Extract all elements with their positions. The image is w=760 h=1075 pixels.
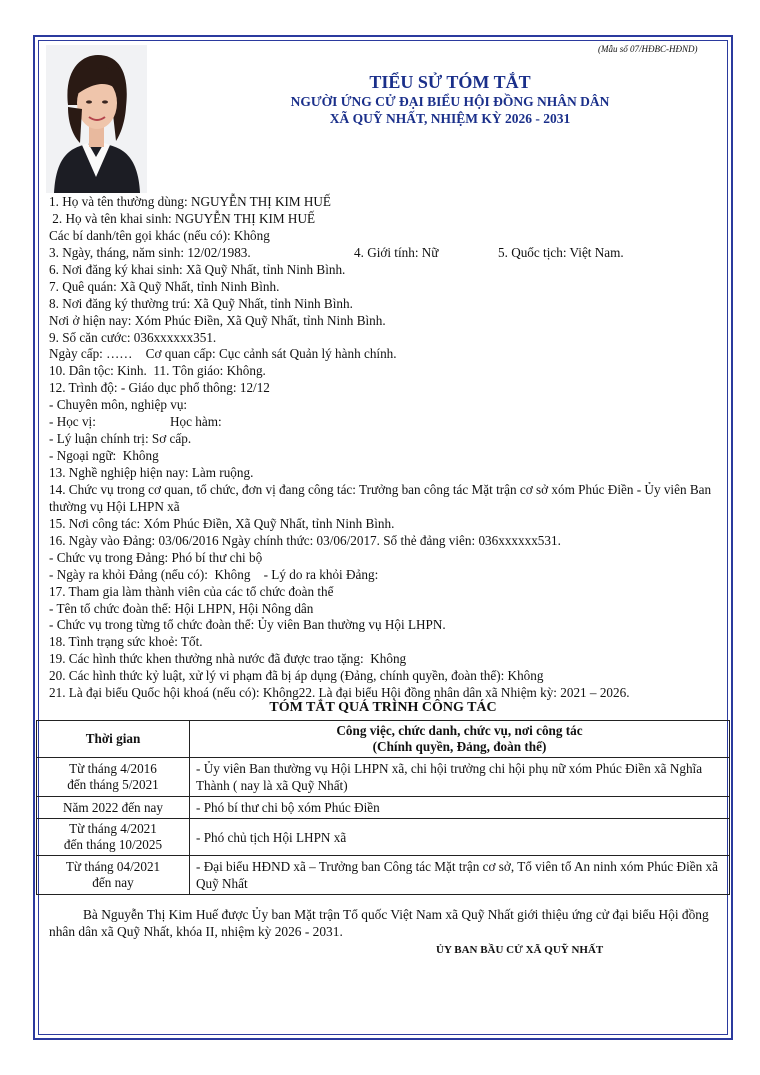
document-title: TIỂU SỬ TÓM TẮT [369,72,531,92]
info-common-name: 1. Họ và tên thường dùng: NGUYỄN THỊ KIM HUẾ [49,194,331,209]
time-start: Từ tháng 4/2021 [69,821,157,836]
form-code: (Mẫu số 07/HĐBC-HĐND) [598,44,698,54]
table-header-row [37,721,730,758]
time-end: đến nay [92,875,134,890]
info-party-leave: - Ngày ra khỏi Đảng (nếu có): Không - Lý do ra khỏi Đảng: [49,566,379,582]
document-subtitle-2: XÃ QUỸ NHẤT, NHIỆM KỲ 2026 - 2031 [329,111,571,126]
info-delegate: 21. Là đại biểu Quốc hội khoá (nếu có): Không22. Là đại biểu Hội đồng nhân dân xã Nhiệm kỳ: 2021 – 2026. [49,685,630,701]
info-birth-registration: 6. Nơi đăng ký khai sinh: Xã Quỹ Nhất, tỉnh Ninh Bình. [49,261,346,277]
info-health: 18. Tình trạng sức khoẻ: Tốt. [49,634,203,650]
time-start: Từ tháng 04/2021 [65,859,161,874]
info-hometown: 7. Quê quán: Xã Quỹ Nhất, tỉnh Ninh Bình. [49,278,280,294]
info-degree-row [49,414,719,431]
table-cell-description: - Đại biểu HĐND xã – Trưởng ban Công tác Mặt trận cơ sở, Tổ viên tổ An ninh xóm Phúc Điền xã Quỹ Nhất [190,856,730,895]
time-start: Từ tháng 4/2016 [69,761,157,776]
introduction-paragraph: Bà Nguyễn Thị Kim Huế được Ủy ban Mặt trận Tổ quốc Việt Nam xã Quỹ Nhất giới thiệu ứng cử đại biểu Hội đồng nhân dân xã Quỹ Nhất, khóa II, nhiệm kỳ 2026 - 2031. [49,907,709,939]
biography-info [49,194,719,702]
info-ethnicity-religion: 10. Dân tộc: Kinh. 11. Tôn giáo: Không. [49,363,266,379]
info-id-issue: Ngày cấp: …… Cơ quan cấp: Cục cảnh sát Quản lý hành chính. [49,346,397,362]
column-header-description-sublabel: (Chính quyền, Đảng, đoàn thể) [372,739,547,754]
portrait-photo [46,45,147,193]
table-row [37,758,730,797]
table-row [37,797,730,819]
table-cell-time [37,758,190,797]
info-education: 12. Trình độ: - Giáo dục phổ thông: 12/12 [49,380,270,396]
column-header-description [190,721,730,758]
info-awards: 19. Các hình thức khen thưởng nhà nước đã được trao tặng: Không [49,651,407,667]
info-occupation: 13. Nghề nghiệp hiện nay: Làm ruộng. [49,465,254,480]
info-dob: 3. Ngày, tháng, năm sinh: 12/02/1983. [49,244,251,260]
column-header-description-label: Công việc, chức danh, chức vụ, nơi công tác [336,723,583,738]
info-permanent-residence: 8. Nơi đăng ký thường trú: Xã Quỹ Nhất, tỉnh Ninh Bình. [49,295,353,311]
document-subtitle-1: NGƯỜI ỨNG CỬ ĐẠI BIỂU HỘI ĐỒNG NHÂN DÂN [290,94,610,109]
column-header-time-label: Thời gian [85,731,141,746]
info-party-join: 16. Ngày vào Đảng: 03/06/2016 Ngày chính thức: 03/06/2017. Số thẻ đảng viên: 036xxxxxx531. [49,532,561,548]
table-cell-time [37,819,190,856]
info-organizations: 17. Tham gia làm thành viên của các tổ chức đoàn thể [49,583,334,599]
table-cell-description: - Ủy viên Ban thường vụ Hội LHPN xã, chi hội trưởng chi hội phụ nữ xóm Phúc Điền xã Nghĩa Thành ( nay là xã Quỹ Nhất) [190,758,730,797]
table-cell-description: - Phó chủ tịch Hội LHPN xã [190,819,730,856]
info-current-residence: Nơi ở hiện nay: Xóm Phúc Điền, Xã Quỹ Nhất, tỉnh Ninh Bình. [49,312,386,328]
time-end: đến tháng 5/2021 [67,777,159,792]
work-history-title: TÓM TẮT QUÁ TRÌNH CÔNG TÁC [269,700,497,715]
info-specialty: - Chuyên môn, nghiệp vụ: [49,397,188,413]
info-foreign-language: - Ngoại ngữ: Không [49,448,159,464]
info-workplace: 15. Nơi công tác: Xóm Phúc Điền, Xã Quỹ Nhất, tỉnh Ninh Bình. [49,515,395,531]
info-party-position: - Chức vụ trong Đảng: Phó bí thư chi bộ [49,549,263,565]
table-cell-description: - Phó bí thư chi bộ xóm Phúc Điền [190,797,730,819]
info-id-number: 9. Số căn cước: 036xxxxxx351. [49,329,217,345]
info-alias: Các bí danh/tên gọi khác (nếu có): Không [49,227,270,243]
info-political-theory: - Lý luận chính trị: Sơ cấp. [49,431,192,447]
info-degree: - Học vị: [49,414,96,430]
table-cell-time [37,856,190,895]
info-organization-names: - Tên tổ chức đoàn thể: Hội LHPN, Hội Nông dân [49,600,314,616]
table-cell-time [37,797,190,819]
time-end: đến tháng 10/2025 [63,837,163,852]
info-organization-positions: - Chức vụ trong từng tổ chức đoàn thể: Ủy viên Ban thường vụ Hội LHPN. [49,617,446,633]
table-row [37,819,730,856]
column-header-time [37,721,190,758]
info-dob-row [49,245,719,262]
table-row [37,856,730,895]
work-history-table [36,720,730,895]
info-position: 14. Chức vụ trong cơ quan, tổ chức, đơn vị đang công tác: Trưởng ban công tác Mặt trận cơ sở xóm Phúc Điền - Ủy viên Ban thường vụ Hội LHPN xã [49,481,712,514]
info-nationality: 5. Quốc tịch: Việt Nam. [498,244,624,260]
info-gender: 4. Giới tính: Nữ [354,244,439,260]
time-start: Năm 2022 đến nay [63,799,163,815]
info-academic-title: Học hàm: [170,414,222,430]
info-discipline: 20. Các hình thức kỷ luật, xử lý vi phạm đã bị áp dụng (Đảng, chính quyền, đoàn thể): Không [49,668,544,684]
info-birth-name: 2. Họ và tên khai sinh: NGUYỄN THỊ KIM HUẾ [49,210,316,226]
signature-committee: ỦY BAN BẦU CỬ XÃ QUỸ NHẤT [436,944,604,956]
